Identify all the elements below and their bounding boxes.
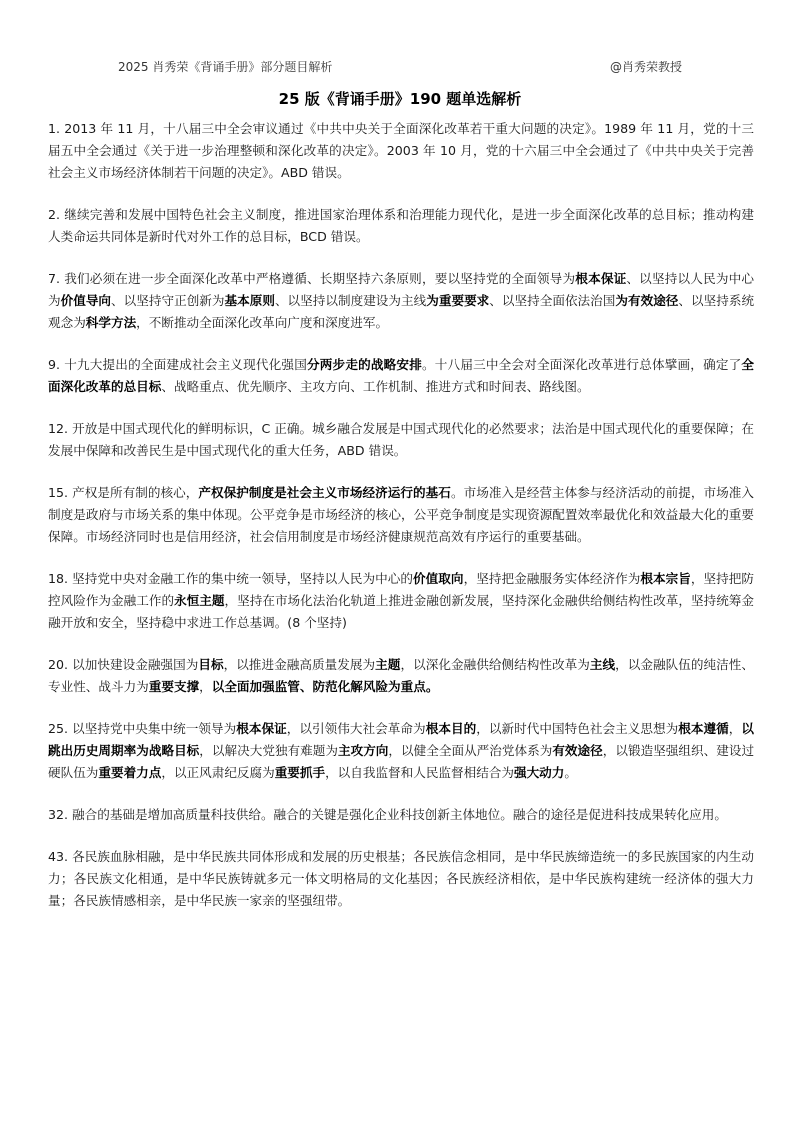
answer-paragraph: [48, 718, 754, 784]
bold-keyword: 以全面加强监管、防范化解风险为重点。: [211, 679, 439, 694]
paragraph-text: 。市场准入是经营主体参与经济活动的前提，市场准入制度是政府与市场关系的集中体现。公平竞争是市场经济的核心，公平竞争制度是实现资源配置效率最优化和效益最大化的重要保障。市场经济同时也是信用经济，社会信用制度是市场经济健康规范高效有序运行的重要基础。: [48, 485, 754, 544]
bold-keyword: 主题: [375, 657, 401, 672]
bold-keyword: 全面深化改革的总目标: [48, 357, 755, 394]
paragraph-text: 7. 我们必须在进一步全面深化改革中严格遵循、长期坚持六条原则，要以坚持党的全面领导为: [48, 271, 576, 286]
paragraph-text: 、以坚持以制度建设为主线: [274, 293, 427, 308]
bold-keyword: 根本宗旨: [640, 571, 691, 586]
bold-keyword: 主线: [589, 657, 616, 672]
bold-keyword: 为有效途径: [615, 293, 679, 308]
header-right-text: @肖秀荣教授: [609, 60, 682, 74]
bold-keyword: 主攻方向: [337, 743, 389, 758]
answer-paragraph: [48, 568, 754, 634]
paragraph-text: 9. 十九大提出的全面建成社会主义现代化强国: [48, 357, 307, 372]
page-header: [118, 58, 682, 75]
paragraph-text: 、以坚持全面依法治国: [489, 293, 616, 308]
bold-keyword: 根本保证: [575, 271, 627, 286]
bold-keyword: 有效途径: [552, 743, 603, 758]
paragraph-text: ，以解决大党独有难题为: [199, 743, 338, 758]
paragraph-text: 12. 开放是中国式现代化的鲜明标识，C 正确。城乡融合发展是中国式现代化的必然要求；法治是中国式现代化的重要保障；在发展中保障和改善民生是中国式现代化的重大任务，ABD 错误。: [48, 421, 754, 458]
answer-paragraph: [48, 118, 754, 184]
answer-paragraph: [48, 654, 754, 698]
paragraph-text: ，坚持把防控风险作为金融工作的: [48, 571, 754, 608]
paragraph-text: 18. 坚持党中央对金融工作的集中统一领导，坚持以人民为中心的: [48, 571, 414, 586]
paragraph-text: ，以锻造坚强组织、建设过硬队伍为: [48, 743, 755, 780]
paragraph-text: ，以新时代中国特色社会主义思想为: [476, 721, 679, 736]
paragraph-text: 1. 2013 年 11 月，十八届三中全会审议通过《中共中央关于全面深化改革若干重大问题的决定》。1989 年 11 月，党的十三届五中全会通过《关于进一步治理整顿和深化改革的决定》。2003 年 10 月，党的十六届三中全会通过了《中共中央关于完善社会主义市场经济体制若干问题的决定》。ABD 错误。: [48, 121, 754, 180]
bold-keyword: 以跳出历史周期率为战略目标: [48, 721, 755, 758]
document-body: [48, 118, 754, 932]
bold-keyword: 为重要要求: [426, 293, 490, 308]
paragraph-text: ，坚持把金融服务实体经济作为: [463, 571, 641, 586]
answer-paragraph: [48, 804, 754, 826]
answer-paragraph: [48, 482, 754, 548]
answer-paragraph: [48, 268, 754, 334]
bold-keyword: 永恒主题: [174, 593, 225, 608]
bold-keyword: 重要着力点: [98, 765, 162, 780]
paragraph-text: 、战略重点、优先顺序、主攻方向、工作机制、推进方式和时间表、路线图。: [161, 379, 590, 394]
bold-keyword: 根本遵循: [678, 721, 729, 736]
bold-keyword: 根本目的: [425, 721, 477, 736]
paragraph-text: 43. 各民族血脉相融，是中华民族共同体形成和发展的历史根基；各民族信念相同，是中华民族缔造统一的多民族国家的内生动力；各民族文化相通，是中华民族铸就多元一体文明格局的文化基因；各民族经济相依，是中华民族构建统一经济体的强大力量；各民族情感相亲，是中华民族一家亲的坚强纽带。: [48, 849, 754, 908]
paragraph-text: 32. 融合的基础是增加高质量科技供给。融合的关键是强化企业科技创新主体地位。融合的途径是促进科技成果转化应用。: [48, 807, 727, 822]
paragraph-text: ，: [199, 679, 212, 694]
bold-keyword: 重要抓手: [274, 765, 326, 780]
bold-keyword: 目标: [198, 657, 224, 672]
paragraph-text: 。: [564, 765, 577, 780]
bold-keyword: 重要支撑: [148, 679, 200, 694]
answer-paragraph: [48, 354, 754, 398]
paragraph-text: ，以推进金融高质量发展为: [223, 657, 376, 672]
paragraph-text: ，不断推动全面深化改革向广度和深度进军。: [136, 315, 389, 330]
paragraph-text: ，: [728, 721, 742, 736]
paragraph-text: ，以自我监督和人民监督相结合为: [325, 765, 514, 780]
paragraph-text: 、以坚持系统观念为: [48, 293, 755, 330]
bold-keyword: 基本原则: [224, 293, 275, 308]
paragraph-text: 25. 以坚持党中央集中统一领导为: [48, 721, 237, 736]
bold-keyword: 强大动力: [513, 765, 565, 780]
bold-keyword: 科学方法: [85, 315, 137, 330]
paragraph-text: 20. 以加快建设金融强国为: [48, 657, 199, 672]
bold-keyword: 产权保护制度是社会主义市场经济运行的基石: [198, 485, 451, 500]
paragraph-text: 、以坚持以人民为中心为: [48, 271, 754, 308]
paragraph-text: ，以健全全面从严治党体系为: [388, 743, 553, 758]
bold-keyword: 根本保证: [236, 721, 287, 736]
paragraph-text: ，坚持在市场化法治化轨道上推进金融创新发展，坚持深化金融供给侧结构性改革，坚持统筹金融开放和安全，坚持稳中求进工作总基调。(8 个坚持): [48, 593, 755, 630]
paragraph-text: ，以金融队伍的纯洁性、专业性、战斗力为: [48, 657, 755, 694]
paragraph-text: 2. 继续完善和发展中国特色社会主义制度，推进国家治理体系和治理能力现代化，是进一步全面深化改革的总目标；推动构建人类命运共同体是新时代对外工作的总目标，BCD 错误。: [48, 207, 754, 244]
paragraph-text: 。十八届三中全会对全面深化改革进行总体擘画，确定了: [421, 357, 742, 372]
paragraph-text: 15. 产权是所有制的核心，: [48, 485, 199, 500]
bold-keyword: 价值导向: [60, 293, 112, 308]
header-left-text: 2025 肖秀荣《背诵手册》部分题目解析: [118, 60, 333, 74]
answer-paragraph: [48, 418, 754, 462]
answer-paragraph: [48, 846, 754, 912]
paragraph-text: 、以坚持守正创新为: [111, 293, 225, 308]
document-title: 25 版《背诵手册》190 题单选解析: [278, 90, 522, 108]
paragraph-text: ，以正风肃纪反腐为: [161, 765, 275, 780]
answer-paragraph: [48, 204, 754, 248]
bold-keyword: 价值取向: [413, 571, 464, 586]
paragraph-text: ，以深化金融供给侧结构性改革为: [400, 657, 590, 672]
paragraph-text: ，以引领伟大社会革命为: [286, 721, 426, 736]
bold-keyword: 分两步走的战略安排: [306, 357, 422, 372]
